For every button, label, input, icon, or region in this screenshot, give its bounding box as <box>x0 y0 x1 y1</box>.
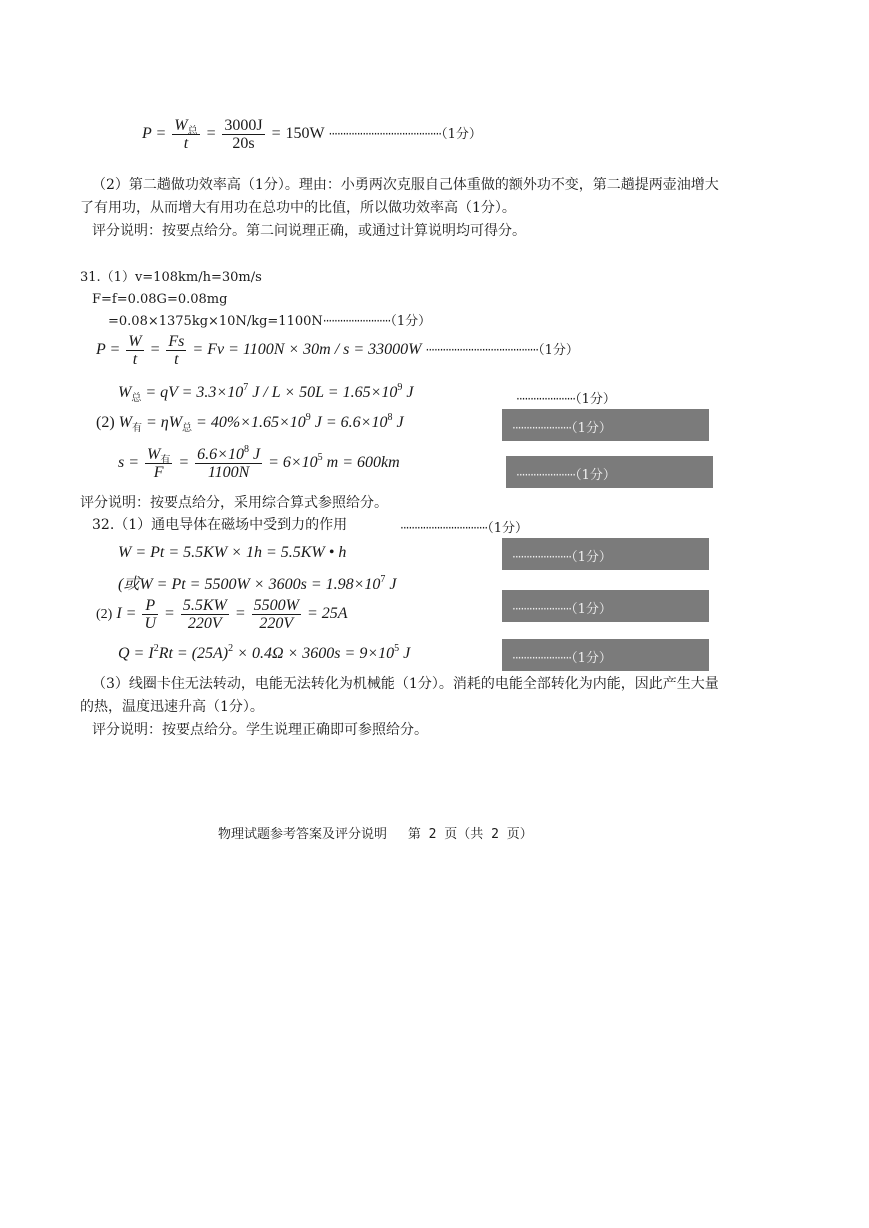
formula-useful-work-q31: (2) $W_有 = \eta W_总 = 40\%\times 1.65\times 10^9$ $J = 6.6\times 10^8$ J <box>96 412 404 434</box>
score-box: ·····················（1分） <box>502 639 709 671</box>
score-box: ·····················（1分） <box>502 590 709 622</box>
formula-heat-q32: $Q = I^2Rt = (25A)^2 \times 0.4\Omega \times 3600s = 9\times 10^5$ J <box>118 643 411 662</box>
q32-score-part1: ·······························（1分） <box>400 521 529 536</box>
score-box: ·····················（1分） <box>506 456 713 488</box>
q31-scoring-note: 评分说明：按要点给分，采用综合算式参照给分。 <box>80 495 388 511</box>
formula-power-q31: P = $\frac{W}{t}$ = $\frac{Fs}{t}$ = Fv = 1100N × 30m / s = 33000W ········································（1分） <box>96 333 579 368</box>
q31-force: F=f=0.08G=0.08mg <box>92 292 228 307</box>
q32-part3-line1: （3）线圈卡住无法转动，电能无法转化为机械能（1分）。消耗的电能全部转化为内能，因此产生大量 <box>92 676 719 692</box>
formula-current-q32: (2) I = $\frac{P}{U}$ = $\frac{5.5KW}{220V}$ = $\frac{5500W}{220V}$ = 25A <box>96 597 348 632</box>
formula-work-alt-q32: (或$W = Pt = 5500W \times 3600s = 1.98\times 10^7$ J <box>118 574 397 593</box>
formula-distance-q31: s = $\frac{W_有}{F}$ = $\frac{6.6\times 10^8 J}{1100N}$ = $6\times 10^5$ m = 600km <box>118 444 400 481</box>
formula-total-work-q31: $W_总$ = qV = $3.3\times 10^7$ $J / L \times 50L = 1.65\times 10^9$ J <box>118 382 414 404</box>
formula-power-q30: P = $\frac{W_总}{t}$ = $\frac{3000J}{20s}$ = 150W ········································（1分） <box>142 117 482 152</box>
q30-scoring-note: 评分说明：按要点给分。第二问说理正确，或通过计算说明均可得分。 <box>92 223 526 239</box>
q32-scoring-note: 评分说明：按要点给分。学生说理正确即可参照给分。 <box>92 722 428 738</box>
score-box: ·····················（1分） <box>502 409 709 441</box>
q32-part1: 32.（1）通电导体在磁场中受到力的作用 <box>92 517 348 533</box>
page-footer: 物理试题参考答案及评分说明 第 2 页（共 2 页） <box>218 827 533 842</box>
formula-work-q32: W = Pt = 5.5KW × 1h = 5.5KW • h <box>118 544 347 561</box>
q30-reason-line2: 了有用功，从而增大有用功在总功中的比值，所以做功效率高（1分）。 <box>80 200 516 216</box>
score-box: ·····················（1分） <box>502 538 709 570</box>
q31-force-value: =0.08×1375kg×10N/kg=1100N························（1分） <box>108 314 432 329</box>
q30-reason-line1: （2）第二趟做功效率高（1分）。理由：小勇两次克服自己体重做的额外功不变，第二趟提两壶油增大 <box>92 177 719 193</box>
q31-score-total-work: ·····················（1分） <box>516 392 616 407</box>
q31-velocity: 31.（1）v=108km/h=30m/s <box>80 270 262 285</box>
q32-part3-line2: 的热，温度迅速升高（1分）。 <box>80 699 264 715</box>
